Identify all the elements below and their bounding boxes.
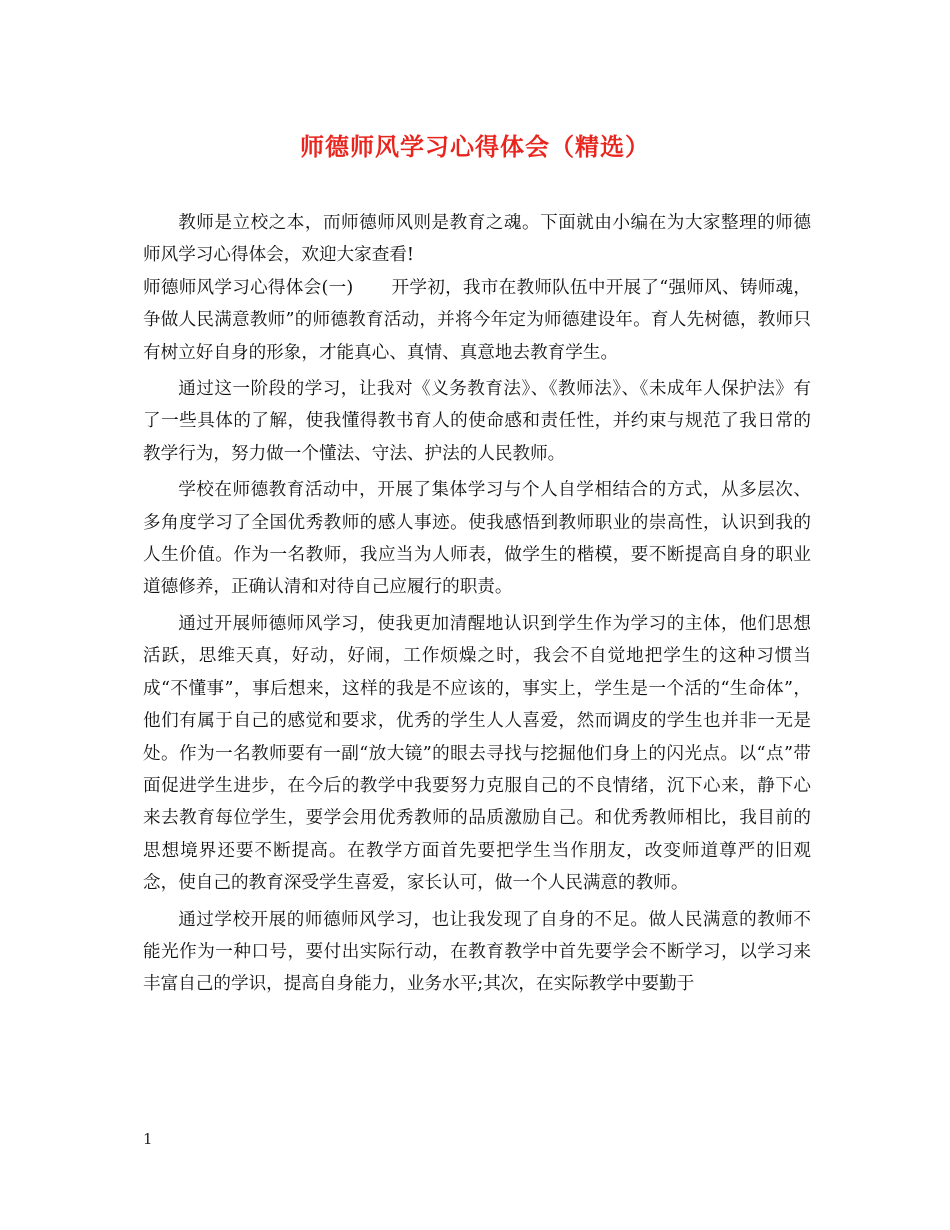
body-paragraph-4: 通过学校开展的师德师风学习，也让我发现了自身的不足。做人民满意的教师不能光作为一种口号，要付出实际行动，在教育教学中首先要学会不断学习，以学习来丰富自己的学识，提高自身能力，业务水平;其次，在实际教学中要勤于 (143, 909, 811, 995)
document-body (143, 207, 811, 1001)
body-paragraph-1: 通过这一阶段的学习，让我对《义务教育法》、《教师法》、《未成年人保护法》有了一些具体的了解，使我懂得教书育人的使命感和责任性，并约束与规范了我日常的教学行为，努力做一个懂法、守法、护法的人民教师。 (143, 379, 811, 464)
intro-paragraph: 教师是立校之本，而师德师风则是教育之魂。下面就由小编在为大家整理的师德师风学习心得体会，欢迎大家查看! (143, 213, 811, 266)
section-1-paragraph (143, 272, 811, 369)
document-title: 师德师风学习心得体会（精选） (300, 132, 650, 161)
body-paragraph-2: 学校在师德教育活动中，开展了集体学习与个人自学相结合的方式，从多层次、多角度学习了全国优秀教师的感人事迹。使我感悟到教师职业的崇高性，认识到我的人生价值。作为一名教师，我应当为人师表，做学生的楷模，要不断提高自身的职业道德修养，正确认清和对待自己应履行的职责。 (143, 480, 811, 598)
body-paragraph-3: 通过开展师德师风学习，使我更加清醒地认识到学生作为学习的主体，他们思想活跃，思维天真，好动，好闹，工作烦燥之时，我会不自觉地把学生的这种习惯当成“不懂事”，事后想来，这样的我是不应该的，事实上，学生是一个活的“生命体”，他们有属于自己的感觉和要求，优秀的学生人人喜爱，然而调皮的学生也并非一无是处。作为一名教师要有一副“放大镜”的眼去寻找与挖掘他们身上的闪光点。以“点”带面促进学生进步，在今后的教学中我要努力克服自己的不良情绪，沉下心来，静下心来去教育每位学生，要学会用优秀教师的品质激励自己。和优秀教师相比，我目前的思想境界还要不断提高。在教学方面首先要把学生当作朋友，改变师道尊严的旧观念，使自己的教育深受学生喜爱，家长认可，做一个人民满意的教师。 (143, 613, 811, 894)
page-number: 1 (143, 1130, 153, 1148)
section-1-heading: 师德师风学习心得体会(一) (143, 277, 354, 298)
section-1-opening: 开学初，我市在教师队伍中开展了“强师风、铸师魂，争做人民满意教师”的师德教育活动，并将今年定为师德建设年。育人先树德，教师只有树立好自身的形象，才能真心、真情、真意地去教育学生。 (143, 277, 812, 363)
